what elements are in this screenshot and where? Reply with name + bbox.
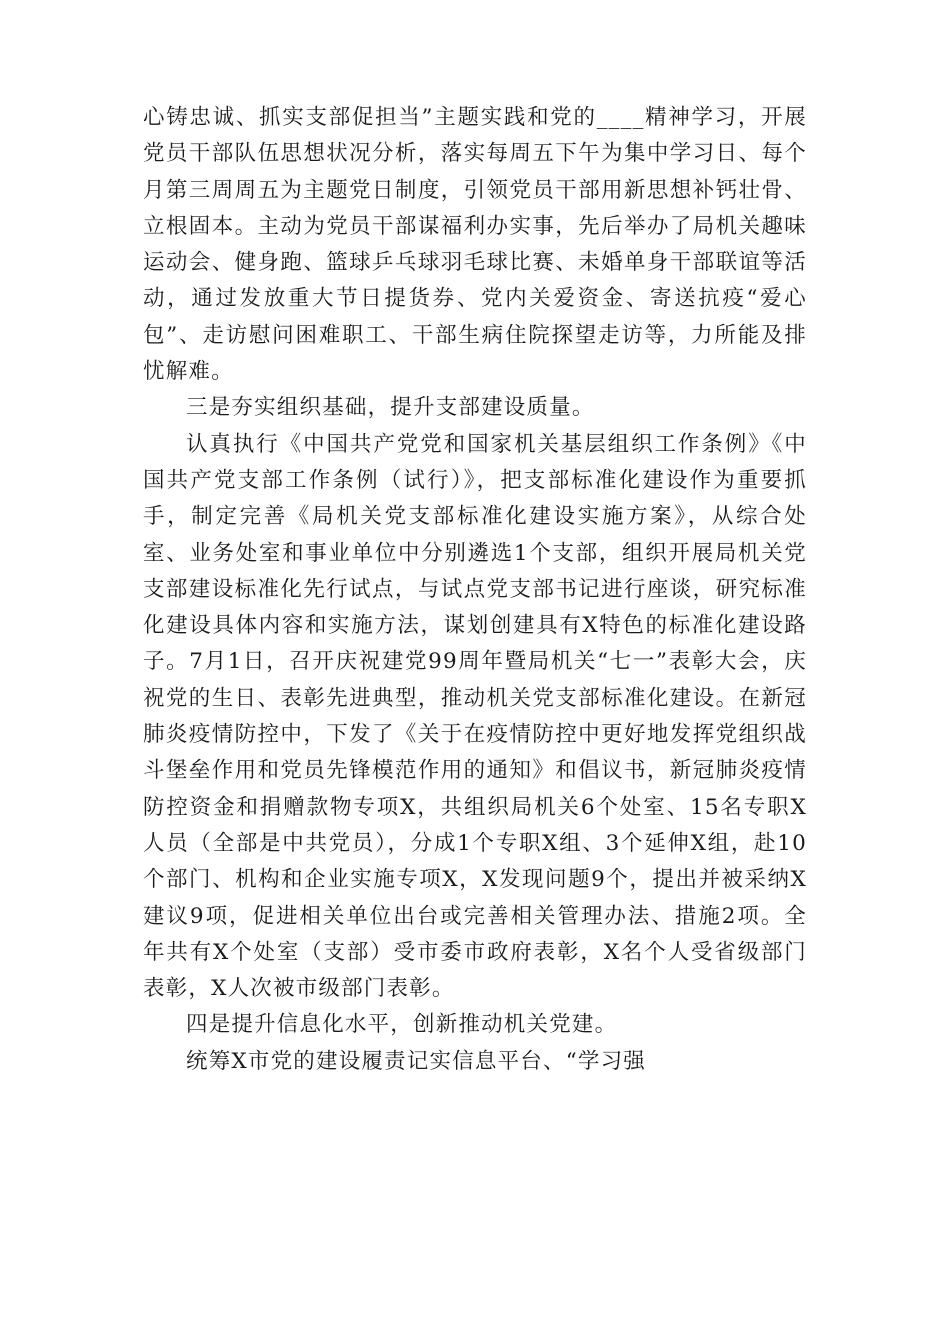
paragraph-body-organization: 认真执行《中国共产党党和国家机关基层组织工作条例》《中国共产党支部工作条例（试行）》，把支部标准化建设作为重要抓手，制定完善《局机关党支部标准化建设实施方案》，从综合处室、业务处室和事业单位中分别遴选1个支部，组织开展局机关党支部建设标准化先行试点，与试点党支部书记进行座谈，研究标准化建设具体内容和实施方法，谋划创建具有X特色的标准化建设路子。7月1日，召开庆祝建党99周年暨局机关“七一”表彰大会，庆祝党的生日、表彰先进典型，推动机关党支部标准化建设。在新冠肺炎疫情防控中，下发了《关于在疫情防控中更好地发挥党组织战斗堡垒作用和党员先锋模范作用的通知》和倡议书，新冠肺炎疫情防控资金和捐赠款物专项X，共组织局机关6个处室、15名专职X人员（全部是中共党员），分成1个专职X组、3个延伸X组，赴10个部门、机构和企业实施专项X，X发现问题9个，提出并被采纳X建议9项，促进相关单位出台或完善相关管理办法、措施2项。全年共有X个处室（支部）受市委市政府表彰，X名个人受省级部门表彰，X人次被市级部门表彰。	[143, 431, 807, 1002]
document-page	[143, 100, 807, 1080]
section-heading-four: 四是提升信息化水平，创新推动机关党建。	[186, 1012, 618, 1038]
section-heading-three: 三是夯实组织基础，提升支部建设质量。	[186, 395, 595, 421]
paragraph-continuation: 心铸忠诚、抓实支部促担当”主题实践和党的____精神学习，开展党员干部队伍思想状况分析，落实每周五下午为集中学习日、每个月第三周周五为主题党日制度，引领党员干部用新思想补钙壮骨、立根固本。主动为党员干部谋福利办实事，先后举办了局机关趣味运动会、健身跑、篮球乒乓球羽毛球比赛、未婚单身干部联谊等活动，通过发放重大节日提货券、党内关爱资金、寄送抗疫“爱心包”、走访慰问困难职工、干部生病住院探望走访等，力所能及排忧解难。	[143, 105, 807, 385]
paragraph-body-informatization: 统筹X市党的建设履责记实信息平台、“学习强	[186, 1048, 646, 1074]
